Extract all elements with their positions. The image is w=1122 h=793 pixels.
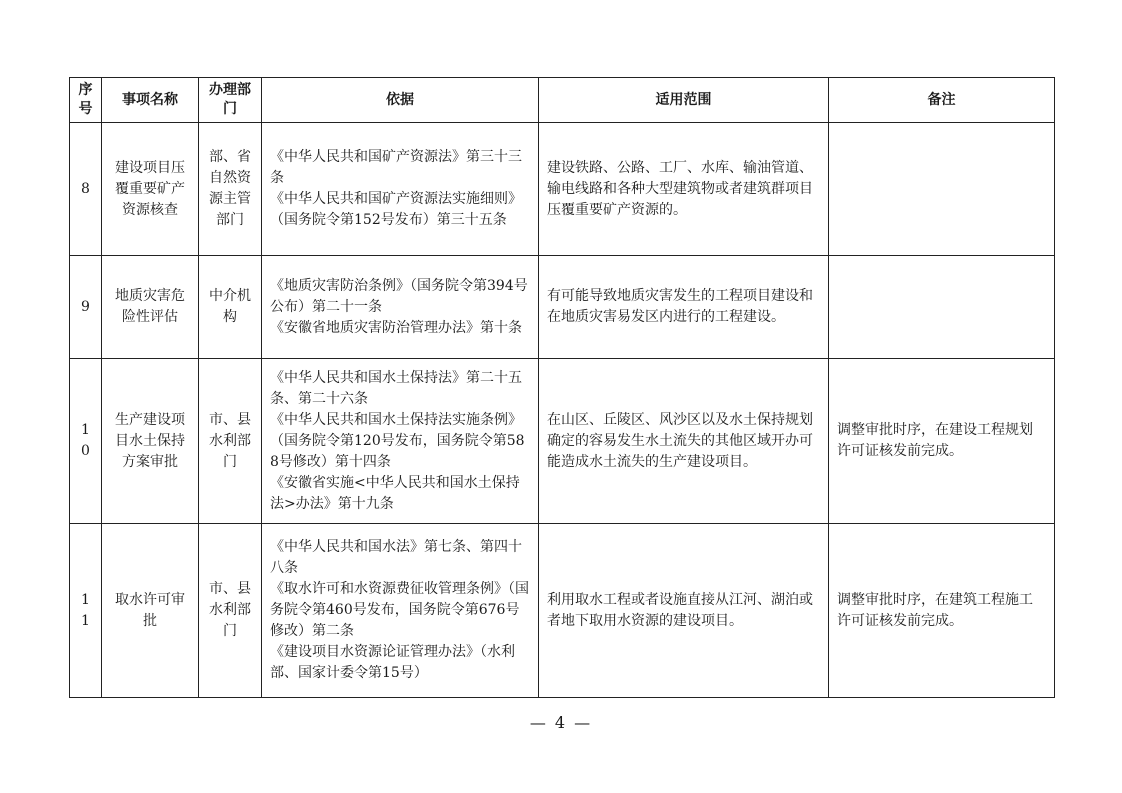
row-scope: 在山区、丘陵区、风沙区以及水土保持规划确定的容易发生水土流失的其他区域开办可能造成水土流失的生产建设项目。 <box>539 359 829 524</box>
header-name: 事项名称 <box>102 78 199 123</box>
header-seq: 序号 <box>70 78 102 123</box>
header-note: 备注 <box>829 78 1055 123</box>
table-header-row <box>70 78 1055 123</box>
row-seq: 9 <box>70 256 102 359</box>
row-basis: 《中华人民共和国水法》第七条、第四十八条 《取水许可和水资源费征收管理条例》（国务院令第460号发布，国务院令第676号修改）第二条 《建设项目水资源论证管理办法》（水利部、国家计委令第15号） <box>262 524 539 698</box>
row-dept: 市、县水利部门 <box>199 359 262 524</box>
row-basis: 《中华人民共和国矿产资源法》第三十三条 《中华人民共和国矿产资源法实施细则》（国务院令第152号发布）第三十五条 <box>262 123 539 256</box>
row-item-name: 地质灾害危险性评估 <box>102 256 199 359</box>
row-item-name: 取水许可审批 <box>102 524 199 698</box>
row-note: 调整审批时序，在建设工程规划许可证核发前完成。 <box>829 359 1055 524</box>
row-dept: 市、县水利部门 <box>199 524 262 698</box>
row-scope: 有可能导致地质灾害发生的工程项目建设和在地质灾害易发区内进行的工程建设。 <box>539 256 829 359</box>
header-dept: 办理部门 <box>199 78 262 123</box>
page-number: — 4 — <box>529 713 593 732</box>
row-item-name: 生产建设项目水土保持方案审批 <box>102 359 199 524</box>
table-row <box>70 123 1055 256</box>
row-scope: 利用取水工程或者设施直接从江河、湖泊或者地下取用水资源的建设项目。 <box>539 524 829 698</box>
row-scope: 建设铁路、公路、工厂、水库、输油管道、输电线路和各种大型建筑物或者建筑群项目压覆重要矿产资源的。 <box>539 123 829 256</box>
row-basis: 《中华人民共和国水土保持法》第二十五条、第二十六条 《中华人民共和国水土保持法实施条例》（国务院令第120号发布，国务院令第588号修改）第十四条 《安徽省实施<中华人民共和国水土保持法>办法》第十九条 <box>262 359 539 524</box>
row-note <box>829 123 1055 256</box>
row-dept: 中介机构 <box>199 256 262 359</box>
table-row <box>70 524 1055 698</box>
row-seq: 11 <box>70 524 102 698</box>
table-row <box>70 359 1055 524</box>
row-seq: 10 <box>70 359 102 524</box>
header-basis: 依据 <box>262 78 539 123</box>
header-scope: 适用范围 <box>539 78 829 123</box>
row-seq: 8 <box>70 123 102 256</box>
table-row <box>70 256 1055 359</box>
row-dept: 部、省自然资源主管部门 <box>199 123 262 256</box>
row-note <box>829 256 1055 359</box>
row-basis: 《地质灾害防治条例》（国务院令第394号公布）第二十一条 《安徽省地质灾害防治管理办法》第十条 <box>262 256 539 359</box>
approval-items-table <box>69 77 1055 698</box>
row-note: 调整审批时序，在建筑工程施工许可证核发前完成。 <box>829 524 1055 698</box>
row-item-name: 建设项目压覆重要矿产资源核查 <box>102 123 199 256</box>
